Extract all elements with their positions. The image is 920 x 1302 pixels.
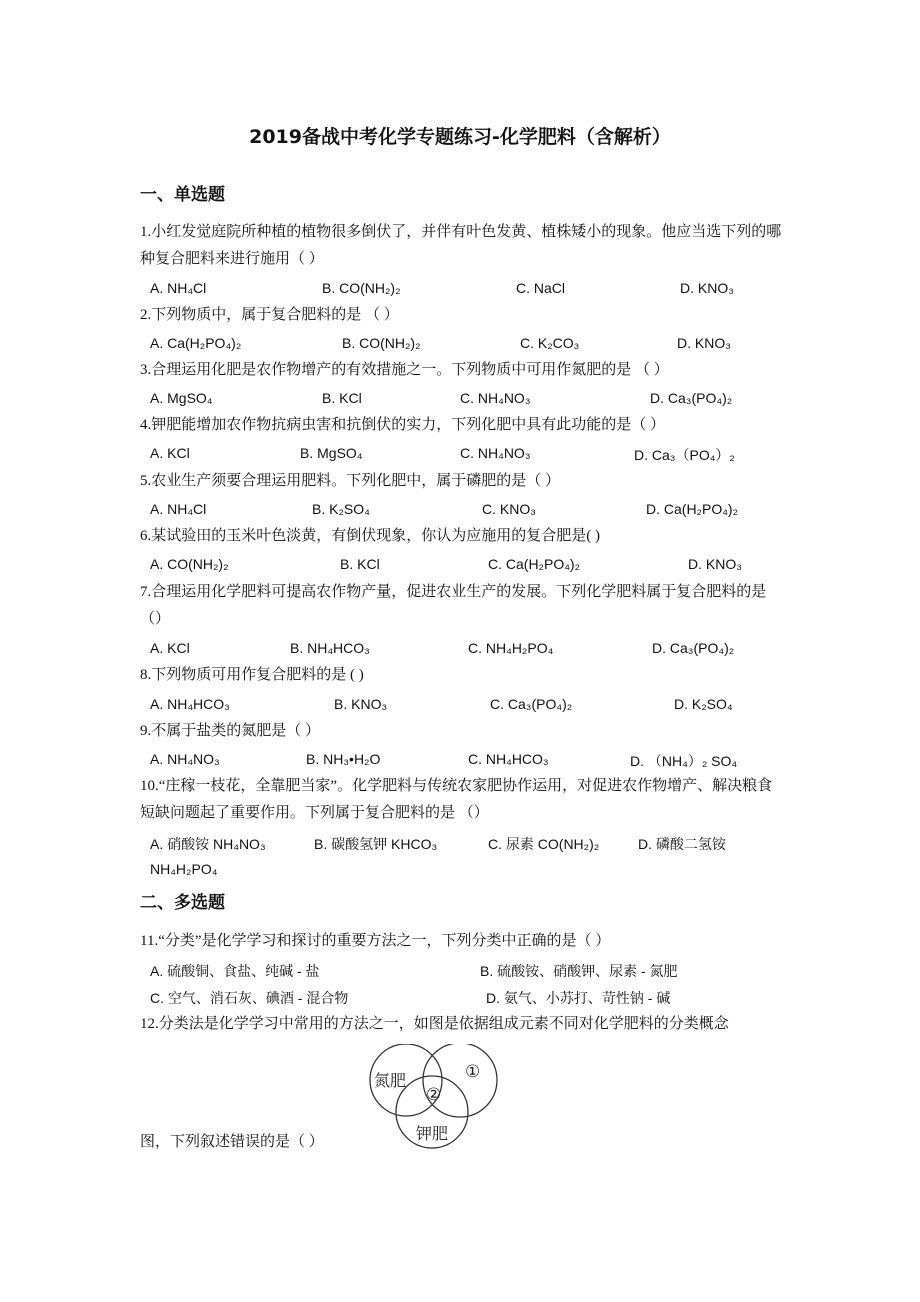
question-8-options <box>150 696 790 718</box>
option-a: A. KCl <box>150 445 190 461</box>
option-d: D. （NH₄）₂ SO₄ <box>630 753 738 769</box>
question-9-stem: 9.不属于盐类的氮肥是（ ） <box>140 723 321 739</box>
question-6-options <box>150 556 790 578</box>
option-a: A. KCl <box>150 640 190 656</box>
question-10-options <box>150 834 790 856</box>
option-a: A. NH₄NO₃ <box>150 751 220 767</box>
question-3-options <box>150 390 790 412</box>
question-5-options <box>150 501 790 523</box>
option-d: D. 氨气、小苏打、苛性钠 - 碱 <box>486 990 671 1006</box>
mark-2: ② <box>426 1085 442 1105</box>
question-9-options <box>150 751 790 773</box>
option-a: A. NH₄HCO₃ <box>150 696 230 712</box>
question-2-options <box>150 335 790 357</box>
option-d: D. KNO₃ <box>677 335 731 351</box>
question-11-options-row-2 <box>150 988 790 1010</box>
question-1-stem: 1.小红发觉庭院所种植的植物很多倒伏了，并伴有叶色发黄、植株矮小的现象。他应当选下列的哪种复合肥料来进行施用（ ） <box>140 224 782 267</box>
option-b: B. NH₄HCO₃ <box>290 640 370 656</box>
option-b: B. NH₃•H₂O <box>306 751 381 767</box>
option-d: D. KNO₃ <box>680 280 734 296</box>
option-c: C. NH₄NO₃ <box>460 390 531 406</box>
option-d: D. K₂SO₄ <box>674 696 733 712</box>
option-c: C. KNO₃ <box>482 501 536 517</box>
question-11-stem: 11.“分类”是化学学习和探讨的重要方法之一，下列分类中正确的是（ ） <box>140 933 611 949</box>
option-b: B. K₂SO₄ <box>312 501 370 517</box>
option-a: A. 硝酸铵 NH₄NO₃ <box>150 836 266 852</box>
option-b: B. KCl <box>340 556 380 572</box>
option-c: C. 尿素 CO(NH₂)₂ <box>488 836 600 852</box>
option-d: D. Ca₃(PO₄)₂ <box>652 640 735 656</box>
question-11-options-row-1 <box>150 961 790 983</box>
question-7-options <box>150 640 790 662</box>
option-b: B. CO(NH₂)₂ <box>342 335 421 351</box>
question-2-stem: 2.下列物质中，属于复合肥料的是 （ ） <box>140 307 399 323</box>
question-7-stem: 7.合理运用化学肥料可提高农作物产量，促进农业生产的发展。下列化学肥料属于复合肥料的是（） <box>140 584 767 627</box>
option-a: A. NH₄Cl <box>150 501 207 517</box>
option-a: A. MgSO₄ <box>150 390 213 406</box>
option-a: A. CO(NH₂)₂ <box>150 556 229 572</box>
option-b: B. 碳酸氢钾 KHCO₃ <box>314 836 438 852</box>
nitrogen-label: 氮肥 <box>374 1071 407 1090</box>
option-c: C. Ca(H₂PO₄)₂ <box>488 556 581 572</box>
option-a: A. NH₄Cl <box>150 280 207 296</box>
question-12-stem-end: 图，下列叙述错误的是（ ） <box>140 1134 324 1150</box>
option-d: D. KNO₃ <box>688 556 742 572</box>
option-c: C. K₂CO₃ <box>520 335 580 351</box>
option-b: B. 硫酸铵、硝酸钾、尿素 - 氮肥 <box>480 963 678 979</box>
section-heading-single-choice: 一、单选题 <box>140 185 225 205</box>
option-b: B. MgSO₄ <box>300 445 363 461</box>
question-4-options <box>150 445 790 467</box>
question-6-stem: 6.某试验田的玉米叶色淡黄，有倒伏现象，你认为应施用的复合肥是( ) <box>140 528 600 544</box>
option-c: C. NaCl <box>516 280 566 296</box>
section-heading-multiple-choice: 二、多选题 <box>140 893 225 913</box>
question-4-stem: 4.钾肥能增加农作物抗病虫害和抗倒伏的实力，下列化肥中具有此功能的是（ ） <box>140 417 666 433</box>
option-b: B. CO(NH₂)₂ <box>322 280 401 296</box>
option-d: D. Ca₃(PO₄)₂ <box>650 390 733 406</box>
option-c: C. 空气、消石灰、碘酒 - 混合物 <box>150 990 349 1006</box>
potassium-label: 钾肥 <box>416 1124 449 1143</box>
option-b: B. KNO₃ <box>334 696 388 712</box>
unlabeled-circle <box>423 1044 497 1117</box>
question-1-options <box>150 280 790 302</box>
question-8-stem: 8.下列物质可用作复合肥料的是 ( ) <box>140 667 364 683</box>
option-b: B. KCl <box>322 390 362 406</box>
mark-1: ① <box>465 1062 481 1082</box>
option-d: D. Ca₃（PO₄）₂ <box>634 447 735 463</box>
option-d: D. 磷酸二氢铵 <box>638 836 726 852</box>
question-3-stem: 3.合理运用化肥是农作物增产的有效措施之一。下列物质中可用作氮肥的是 （ ） <box>140 362 669 378</box>
option-d-formula: NH₄H₂PO₄ <box>150 861 218 877</box>
question-10-stem: 10.“庄稼一枝花，全靠肥当家”。化学肥料与传统农家肥协作运用，对促进农作物增产、解决粮食短缺问题起了重要作用。下列属于复合肥料的是 （） <box>140 778 773 821</box>
question-10-options-continued <box>150 861 790 883</box>
option-c: C. NH₄NO₃ <box>460 445 531 461</box>
question-5-stem: 5.农业生产须要合理运用肥料。下列化肥中，属于磷肥的是（ ） <box>140 473 561 489</box>
option-c: C. NH₄H₂PO₄ <box>468 640 554 656</box>
option-d: D. Ca(H₂PO₄)₂ <box>646 501 739 517</box>
option-c: C. Ca₃(PO₄)₂ <box>490 696 573 712</box>
question-12-stem: 12.分类法是化学学习中常用的方法之一，如图是依据组成元素不同对化学肥料的分类概念 <box>140 1016 729 1032</box>
option-c: C. NH₄HCO₃ <box>468 751 549 767</box>
option-a: A. 硫酸铜、食盐、纯碱 - 盐 <box>150 963 320 979</box>
option-a: A. Ca(H₂PO₄)₂ <box>150 335 242 351</box>
document-title: 2019备战中考化学专题练习-化学肥料（含解析） <box>249 126 671 148</box>
